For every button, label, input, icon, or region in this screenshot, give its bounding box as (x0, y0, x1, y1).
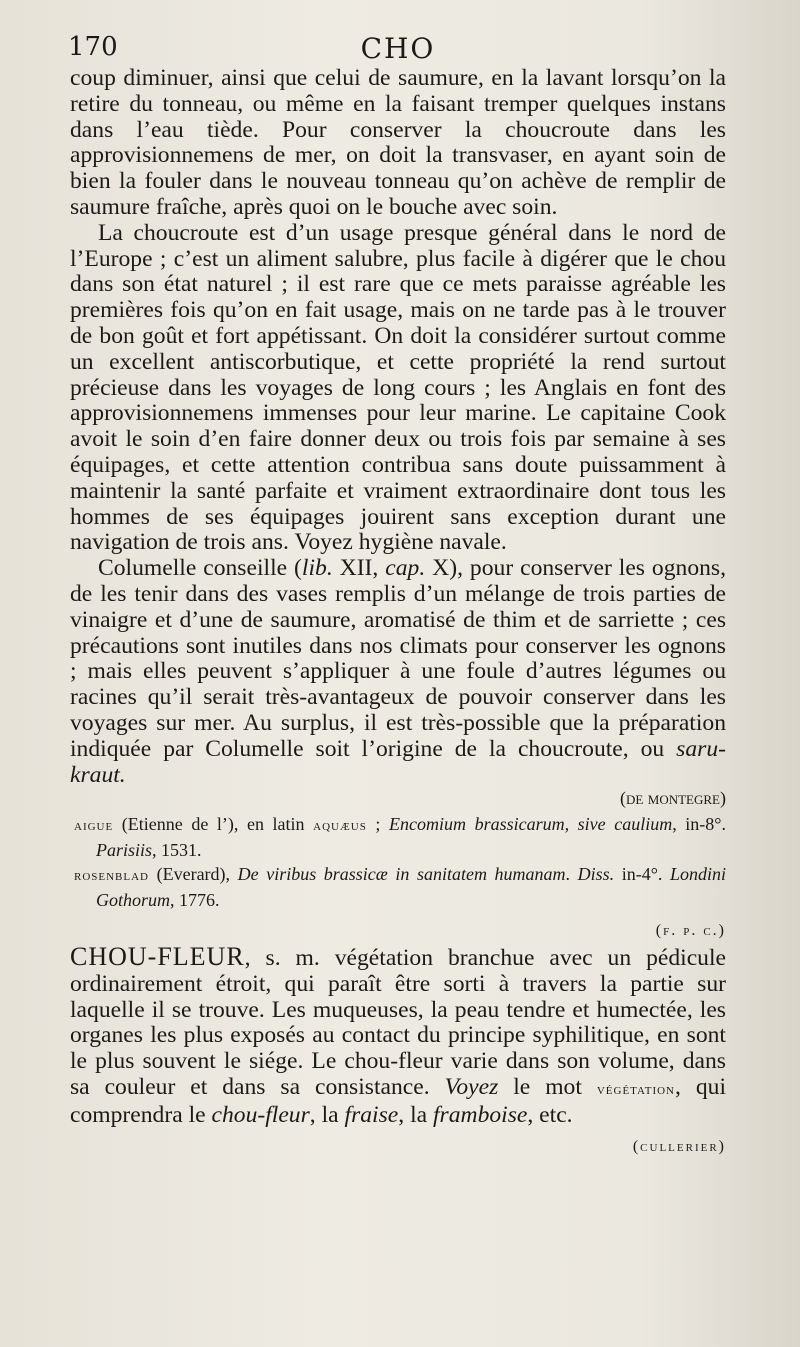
bibliography-entry (70, 812, 726, 862)
ref-title: Encomium brassicarum, sive caulium (389, 814, 673, 835)
text-run: Columelle conseille ( (98, 555, 302, 582)
entry-text: le mot (498, 1073, 597, 1100)
italic-term: framboise (433, 1101, 528, 1128)
entry-text: , la (309, 1101, 345, 1128)
paragraph-text: La choucroute est d’un usage presque général dans le nord de l’Europe ; c’est un aliment salubre, plus facile à digérer que le chou dans son état naturel ; il est rare que ce mets paraisse agréable les premières fois qu’on en fait usage, mais on ne tarde pas à le trouver de bon goût et fort appétissant. On doit la considérer surtout comme un excellent antiscorbutique, et cette propriété la rend surtout précieuse dans les voyages de long cours ; les Anglais en font des approvisionnemens immenses pour leur marine. Le capitaine Cook avoit le soin d’en faire donner deux ou trois fois par semaine à ses équipages, et cette attention contribua sans doute puissamment à maintenir la santé parfaite et vraiment extraordinaire dont tous les hommes de ses équipages jouirent sans exception durant une navigation de trois ans. Voyez hygiène navale. (70, 219, 726, 556)
ref-place: Parisiis (96, 840, 153, 861)
ref-text: in-4°. (614, 864, 671, 885)
italic-voyez: Voyez (444, 1073, 499, 1100)
entry-text: , la (398, 1101, 433, 1128)
entry-text: , s. m. végétation branchue avec un pédicule ordinairement étroit, qui paraît être sorti à travers la partie sur laquelle il se trouve. Les muqueuses, la peau tendre et humectée, les organes les plus exposés au contact du principe syphilitique, en sont le plus souvent le siége. Le chou-fleur varie dans son volume, dans sa couleur et dans sa consistance. (70, 944, 726, 1100)
ref-place: Londini Gothorum (96, 864, 727, 911)
entry-text: , qui comprendra le (70, 1073, 726, 1128)
ref-title: De viribus brassicæ in sanitatem humanam (237, 864, 566, 885)
italic-term: chou-fleur (211, 1101, 310, 1128)
paragraph-choucroute-usage (70, 221, 726, 556)
running-head: CHO (360, 32, 436, 65)
italic-cap: cap. (385, 555, 426, 582)
bibliography-entry (70, 862, 726, 912)
ref-author: aigue (74, 818, 114, 835)
ref-text: (Etienne de l’), en latin (113, 814, 314, 835)
ref-text: (Everard), (149, 864, 238, 885)
ref-text: , 1776. (170, 890, 220, 911)
paragraph-columelle (70, 556, 726, 788)
ref-diss: Diss. (577, 864, 615, 885)
text-run: XII, (332, 555, 386, 582)
author-signature-cullerier: (cullerier) (632, 1138, 726, 1156)
headword: CHOU-FLEUR (70, 941, 245, 971)
author-signature-fpc: (f. p. c.) (655, 922, 726, 940)
ref-text: , in-8°. (672, 814, 726, 835)
page-body (70, 66, 726, 1160)
page-header (68, 28, 728, 68)
paragraph-continuation: coup diminuer, ainsi que celui de saumure, en la lavant lorsqu’on la retire du tonneau, ou même en la faisant tremper quelques instans dans l’eau tiède. Pour conserver la choucroute dans les approvisionnemens de mer, on doit la transvaser, en ayant soin de bien la fouler dans le nouveau tonneau qu’on achève de remplir de saumure fraîche, après quoi on le bouche avec soin. (70, 65, 726, 220)
ref-text: . (565, 864, 578, 885)
author-signature: (de montegre) (619, 788, 726, 809)
ref-latin-name: aquæus (313, 818, 367, 835)
italic-saru-kraut: saru-kraut. (70, 735, 726, 788)
ref-text: , 1531. (152, 840, 202, 861)
ref-text: ; (366, 814, 389, 835)
entry-text: , etc. (527, 1101, 573, 1128)
italic-term: fraise (344, 1101, 399, 1128)
italic-lib: lib. (301, 555, 333, 582)
dictionary-entry-chou-fleur (70, 941, 726, 1129)
text-run: X), pour conserver les ognons, de les tenir dans des vases remplis d’un mélange de trois parties de vinaigre et d’une de saumure, aromatisé de thim et de sarriette ; ces précautions sont inutiles dans nos climats pour conserver les ognons ; mais elles peuvent s’appliquer à une foule d’autres légumes ou racines qu’il serait très-avantageux de pouvoir conserver dans les voyages sur mer. Au surplus, il est très-possible que la préparation indiquée par Columelle soit l’origine de la choucroute, ou (70, 555, 726, 762)
ref-author: rosenblad (74, 868, 150, 885)
cross-reference: végétation (596, 1080, 676, 1098)
page-number: 170 (68, 32, 118, 62)
